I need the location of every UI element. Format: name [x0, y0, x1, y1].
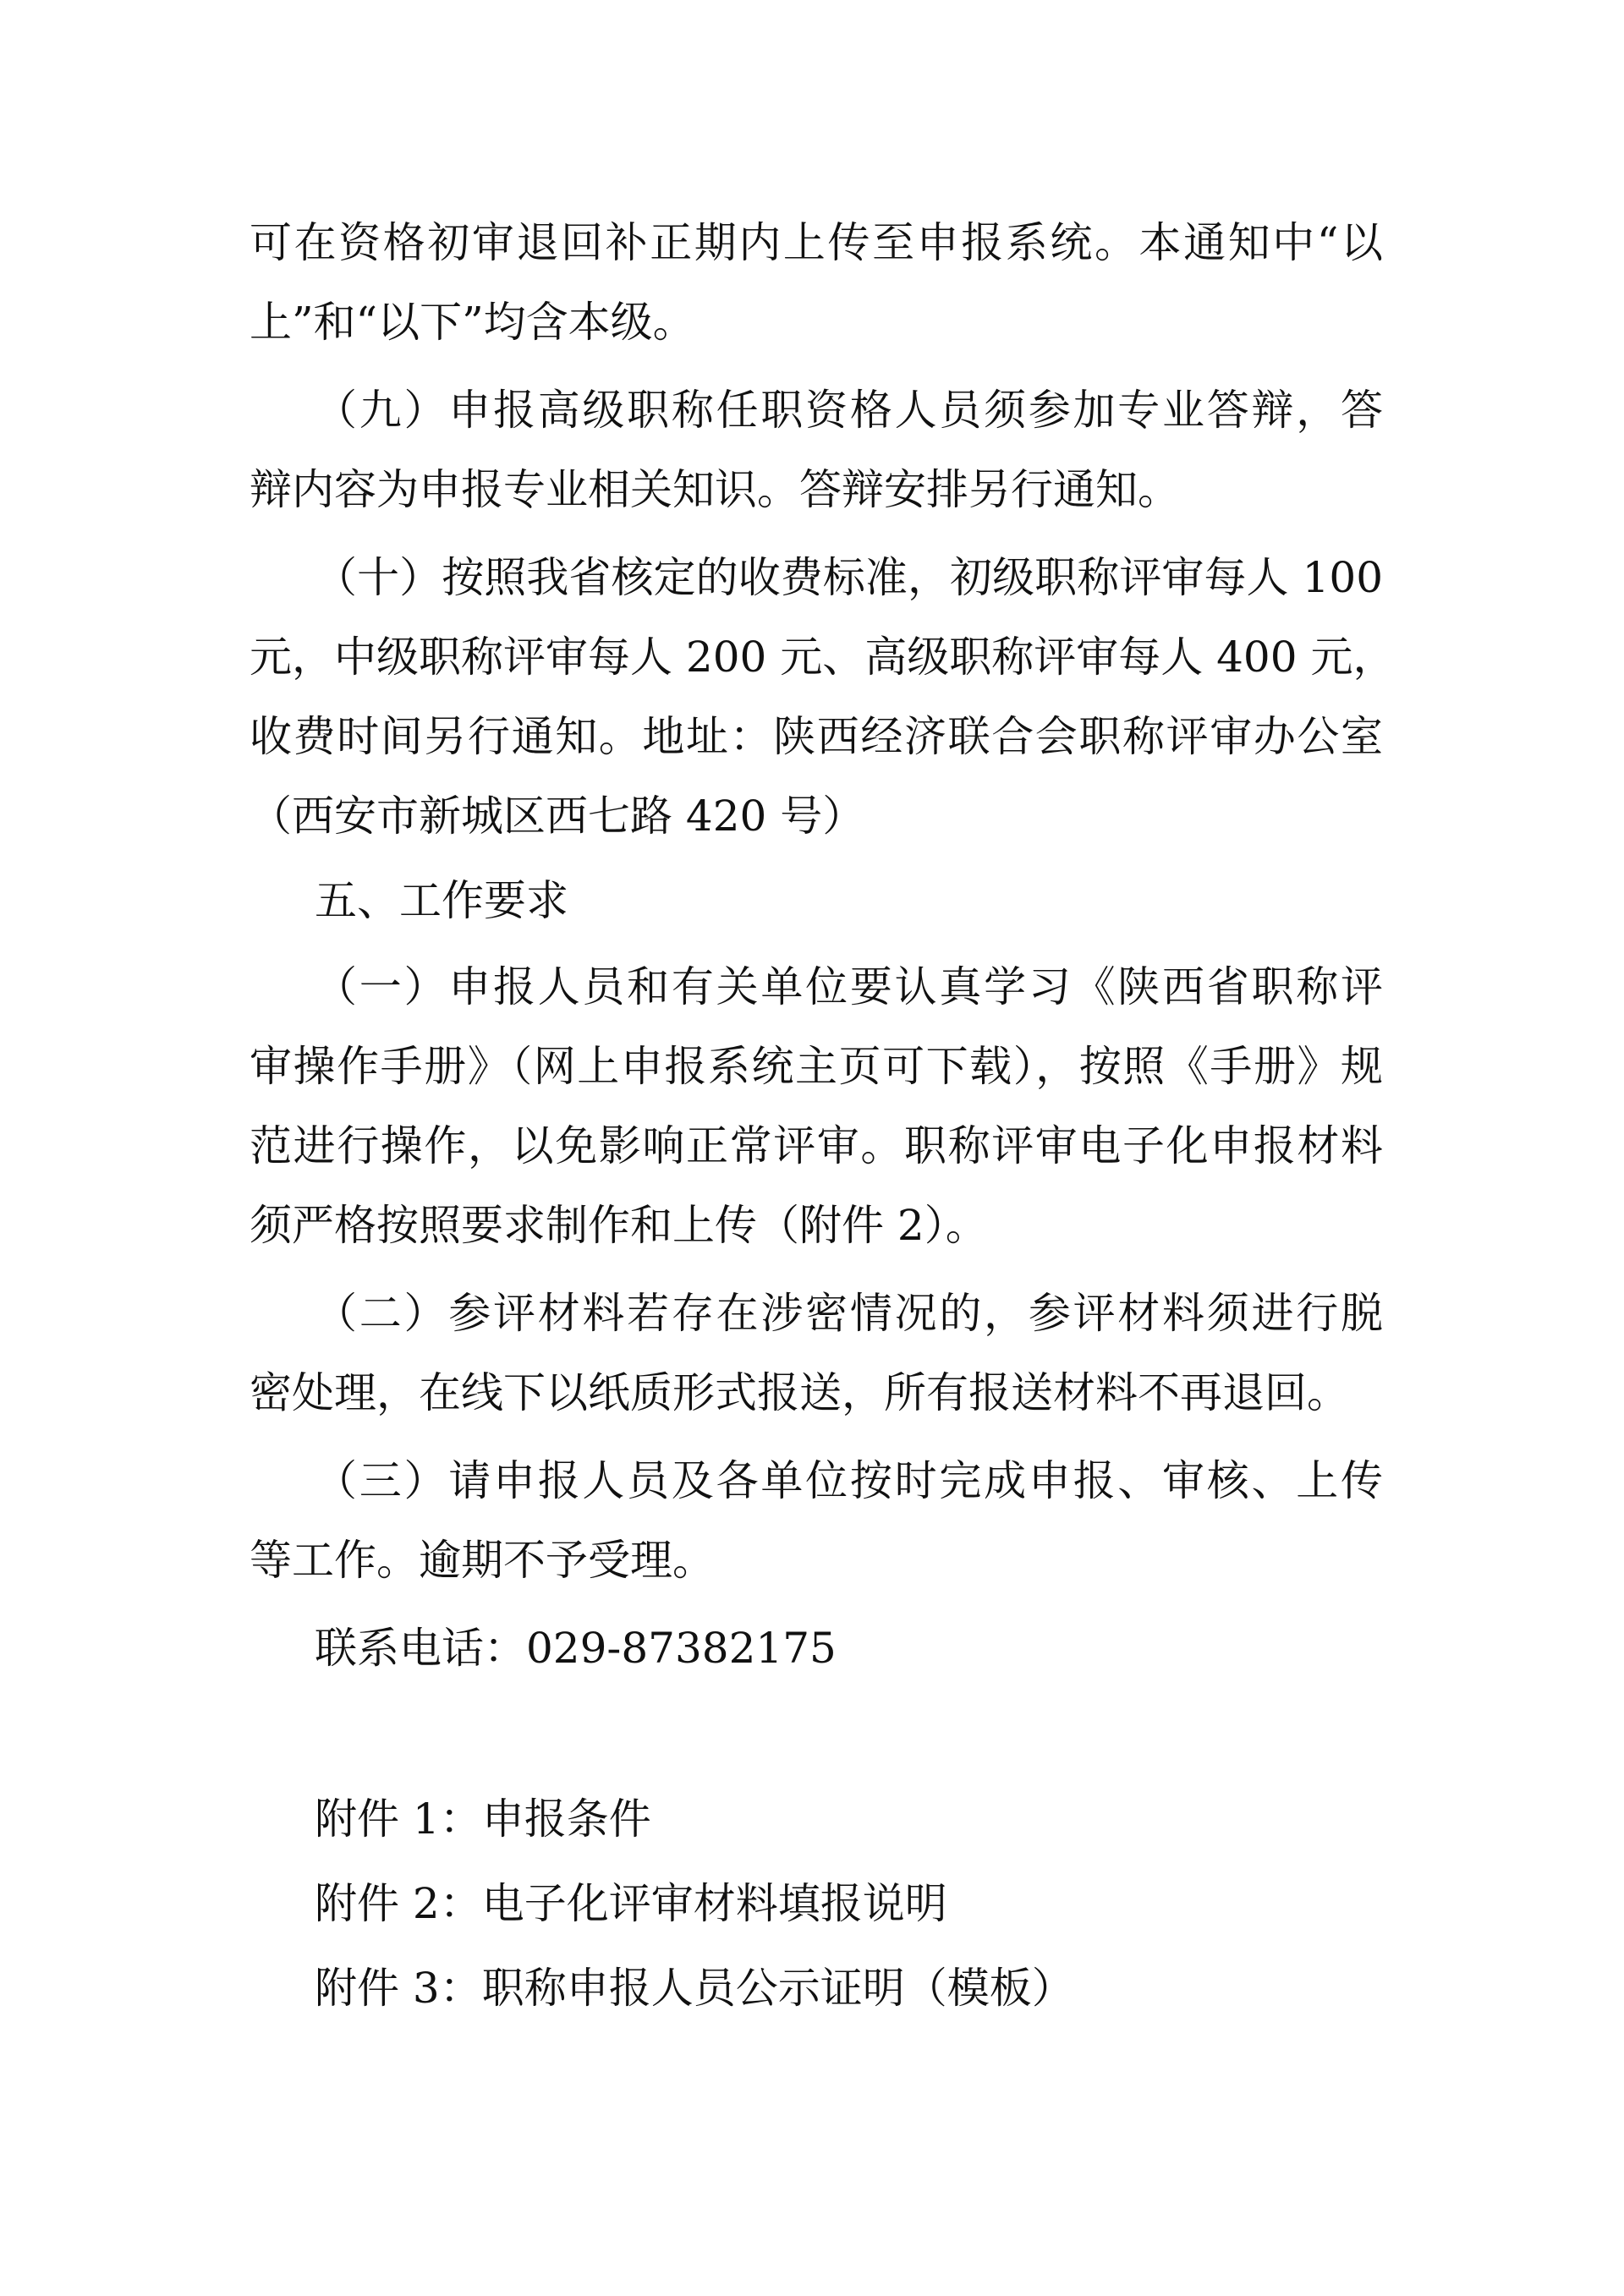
paragraph-line: （二）参评材料若存在涉密情况的，参评材料须进行脱 [315, 1289, 1383, 1338]
paragraph-line: 范进行操作，以免影响正常评审。职称评审电子化申报材料 [250, 1121, 1383, 1170]
paragraph-line: （十）按照我省核定的收费标准，初级职称评审每人 100 [315, 553, 1383, 602]
paragraph-line: 审操作手册》（网上申报系统主页可下载），按照《手册》规 [250, 1042, 1383, 1091]
paragraph-line: （一）申报人员和有关单位要认真学习《陕西省职称评 [315, 962, 1383, 1011]
attachment-2: 附件 2：电子化评审材料填报说明 [315, 1879, 947, 1928]
section-heading: 五、工作要求 [315, 876, 568, 925]
paragraph-line: 可在资格初审退回补正期内上传至申报系统。本通知中“以 [250, 218, 1383, 267]
paragraph-line: 辩内容为申报专业相关知识。答辩安排另行通知。 [250, 465, 1180, 514]
attachment-3: 附件 3：职称申报人员公示证明（模板） [315, 1964, 1074, 2013]
paragraph-line: （三）请申报人员及各单位按时完成申报、审核、上传 [315, 1456, 1383, 1505]
contact-phone: 联系电话：029-87382175 [315, 1624, 837, 1673]
paragraph-line: 等工作。逾期不予受理。 [250, 1536, 715, 1585]
paragraph-line: （九）申报高级职称任职资格人员须参加专业答辩，答 [315, 386, 1383, 435]
attachment-1: 附件 1：申报条件 [315, 1795, 651, 1844]
paragraph-line: 须严格按照要求制作和上传（附件 2）。 [250, 1201, 988, 1250]
paragraph-line: 上”和“以下”均含本级。 [250, 298, 695, 347]
paragraph-line: 密处理，在线下以纸质形式报送，所有报送材料不再退回。 [250, 1368, 1349, 1417]
paragraph-line: 元，中级职称评审每人 200 元、高级职称评审每人 400 元， [250, 633, 1396, 682]
paragraph-line: 收费时间另行通知。地址：陕西经济联合会职称评审办公室 [250, 712, 1383, 761]
paragraph-line: （西安市新城区西七路 420 号） [250, 792, 865, 841]
